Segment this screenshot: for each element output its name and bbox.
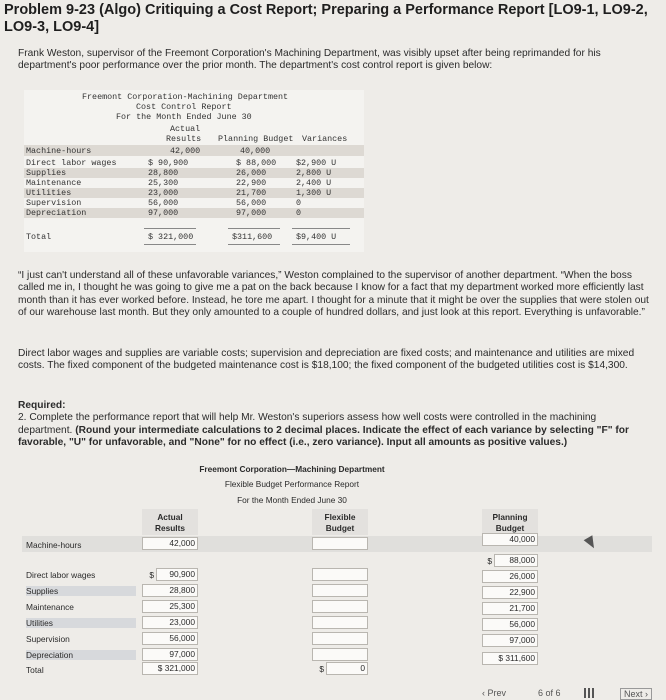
perf-row-actual: 28,800 xyxy=(142,584,198,597)
perf-title-2: Flexible Budget Performance Report xyxy=(224,479,360,489)
perf-col-actual-1: Actual xyxy=(157,512,183,522)
perf-title-3: For the Month Ended June 30 xyxy=(237,495,347,505)
intro-paragraph: Frank Weston, supervisor of the Freemont Corporation's Machining Department, was visibly upset after being reprimanded for his department's poor performance over the prior month. The department's cost control report is given below: xyxy=(18,48,601,72)
cost-control-report xyxy=(24,90,364,252)
required-text-bold: (Round your intermediate calculations to 2 decimal places. Indicate the effect of each variance by selecting "F" for favorable, "U" for unfavorable, and "None" for no effect (i.e., zero variance). Input all amounts as positive values.) xyxy=(18,424,629,449)
cost-row-variance: 2,400 U xyxy=(296,178,332,188)
double-rule-budget xyxy=(228,243,280,245)
total-budget: $311,600 xyxy=(232,232,273,242)
cost-row-budget: 56,000 xyxy=(236,198,267,208)
page-indicator: 6 of 6 xyxy=(538,688,561,698)
perf-row-planning-dollar: $ xyxy=(487,556,492,566)
col-variances: Variances xyxy=(302,134,348,144)
next-arrow-icon: › xyxy=(645,689,649,699)
cost-row-budget: 26,000 xyxy=(236,168,267,178)
double-rule-variance xyxy=(292,243,350,245)
next-label: Next xyxy=(624,689,643,699)
total-actual: $ 321,000 xyxy=(148,232,194,242)
perf-row-flexible-input[interactable] xyxy=(312,584,368,597)
perf-total-flexible-dollar: $ xyxy=(319,664,324,674)
cost-row-variance: 0 xyxy=(296,208,302,218)
cost-row-actual: 28,800 xyxy=(148,168,179,178)
perf-row-label: Utilities xyxy=(26,618,136,628)
perf-machine-hours-actual: 42,000 xyxy=(142,537,198,550)
perf-row-label: Supplies xyxy=(26,586,136,596)
cost-row-label: Maintenance xyxy=(26,178,82,188)
perf-row-actual: 56,000 xyxy=(142,632,198,645)
cost-row-budget: 21,700 xyxy=(236,188,267,198)
perf-row-flexible-input[interactable] xyxy=(312,600,368,613)
col-actual-1: Actual xyxy=(170,124,201,134)
perf-row-planning: 97,000 xyxy=(482,634,538,647)
col-planning: Planning Budget xyxy=(218,134,294,144)
machine-hours-actual: 42,000 xyxy=(170,146,201,156)
perf-machine-hours-flexible-input[interactable] xyxy=(312,537,368,550)
report-title-2: Cost Control Report xyxy=(136,102,232,112)
machine-hours-label: Machine-hours xyxy=(26,146,92,156)
perf-total-planning: $ 311,600 xyxy=(482,652,538,665)
perf-title-1: Freemont Corporation—Machining Department xyxy=(199,464,385,474)
perf-row-label: Supervision xyxy=(26,634,70,644)
cost-row-actual: 25,300 xyxy=(148,178,179,188)
perf-row-flexible-input[interactable] xyxy=(312,632,368,645)
rule-budget xyxy=(228,228,280,229)
cost-row-actual: $ 90,900 xyxy=(148,158,189,168)
prev-arrow-icon: ‹ xyxy=(482,688,485,698)
cost-row-actual: 23,000 xyxy=(148,188,179,198)
prev-button[interactable] xyxy=(482,688,506,698)
rule-actual xyxy=(144,228,196,229)
perf-row-label: Direct labor wages xyxy=(26,570,96,580)
perf-machine-hours-label: Machine-hours xyxy=(26,540,82,550)
perf-row-planning: 88,000 xyxy=(494,554,538,567)
perf-total-label: Total xyxy=(26,665,44,675)
required-heading: Required: xyxy=(18,400,66,411)
col-actual-2: Results xyxy=(166,134,202,144)
perf-row-actual: 25,300 xyxy=(142,600,198,613)
report-title-3: For the Month Ended June 30 xyxy=(116,112,252,122)
perf-row-label: Maintenance xyxy=(26,602,74,612)
total-variance: $9,400 U xyxy=(296,232,337,242)
perf-row-actual: 23,000 xyxy=(142,616,198,629)
problem-title: Problem 9-23 (Algo) Critiquing a Cost Report; Preparing a Performance Report [LO9-1, LO9-2, LO9-3, LO9-4] xyxy=(4,2,648,35)
prev-label: Prev xyxy=(487,688,507,698)
cost-row-variance: 1,300 U xyxy=(296,188,332,198)
cost-row-actual: 97,000 xyxy=(148,208,179,218)
perf-row-flexible-input[interactable] xyxy=(312,648,368,661)
perf-row-planning: 22,900 xyxy=(482,586,538,599)
cost-row-variance: $2,900 U xyxy=(296,158,337,168)
perf-col-planning-1: Planning xyxy=(492,512,528,522)
cost-row-budget: 22,900 xyxy=(236,178,267,188)
perf-row-planning: 26,000 xyxy=(482,570,538,583)
perf-row-flexible-input[interactable] xyxy=(312,568,368,581)
cost-row-label: Supplies xyxy=(26,168,67,178)
required-section xyxy=(18,400,650,450)
perf-row-planning: 21,700 xyxy=(482,602,538,615)
cost-row-label: Supervision xyxy=(26,198,82,208)
perf-row-actual: 97,000 xyxy=(142,648,198,661)
perf-col-actual-2: Results xyxy=(155,523,185,533)
perf-total-actual: $ 321,000 xyxy=(142,662,198,675)
total-label: Total xyxy=(26,232,52,242)
cost-row-budget: $ 88,000 xyxy=(236,158,277,168)
cost-behavior-paragraph: Direct labor wages and supplies are variable costs; supervision and depreciation are fixed costs; and maintenance and utilities are mixed costs. The fixed component of the budgeted maintenance cost is $18,100; the fixed component of the budgeted utilities cost is $14,300. xyxy=(18,348,635,372)
required-text-plain: 2. Complete the performance report that will help Mr. Weston's superiors assess how well costs were controlled in the machining department. xyxy=(18,412,597,436)
cost-row-variance: 2,800 U xyxy=(296,168,332,178)
perf-row-flexible-input[interactable] xyxy=(312,616,368,629)
perf-col-flexible-2: Budget xyxy=(325,523,355,533)
rule-variance xyxy=(292,228,350,229)
perf-row-planning: 56,000 xyxy=(482,618,538,631)
cost-row-label: Utilities xyxy=(26,188,72,198)
cost-row-variance: 0 xyxy=(296,198,302,208)
perf-row-dollar: $ xyxy=(149,570,154,580)
machine-hours-budget: 40,000 xyxy=(240,146,271,156)
cost-row-label: Direct labor wages xyxy=(26,158,117,168)
next-button[interactable] xyxy=(620,688,652,700)
required-text xyxy=(18,412,650,449)
grid-icon[interactable] xyxy=(584,688,594,698)
cost-row-budget: 97,000 xyxy=(236,208,267,218)
quote-paragraph: “I just can't understand all of these unfavorable variances,” Weston complained to the supervisor of another department. “When the boss called me in, I thought he was going to give me a pat on the back because I know for a fact that my department worked more efficiently last month than it has ever worked before. Instead, he tore me apart. I thought for a minute that it might be over the supplies that were stolen out of our warehouse last month. But they only amounted to a couple of hundred dollars, and just look at this report. Everything is unfavorable.” xyxy=(18,270,649,319)
report-title-1: Freemont Corporation-Machining Department xyxy=(82,92,289,102)
perf-machine-hours-planning: 40,000 xyxy=(482,533,538,546)
perf-total-flexible-value[interactable]: 0 xyxy=(326,662,368,675)
perf-row-label: Depreciation xyxy=(26,650,136,660)
perf-row-actual: 90,900 xyxy=(156,568,198,581)
perf-col-planning-2: Budget xyxy=(495,523,525,533)
double-rule-actual xyxy=(144,243,196,245)
cost-row-label: Depreciation xyxy=(26,208,87,218)
perf-col-flexible-1: Flexible xyxy=(324,512,356,522)
performance-report xyxy=(22,462,652,678)
cost-row-actual: 56,000 xyxy=(148,198,179,208)
